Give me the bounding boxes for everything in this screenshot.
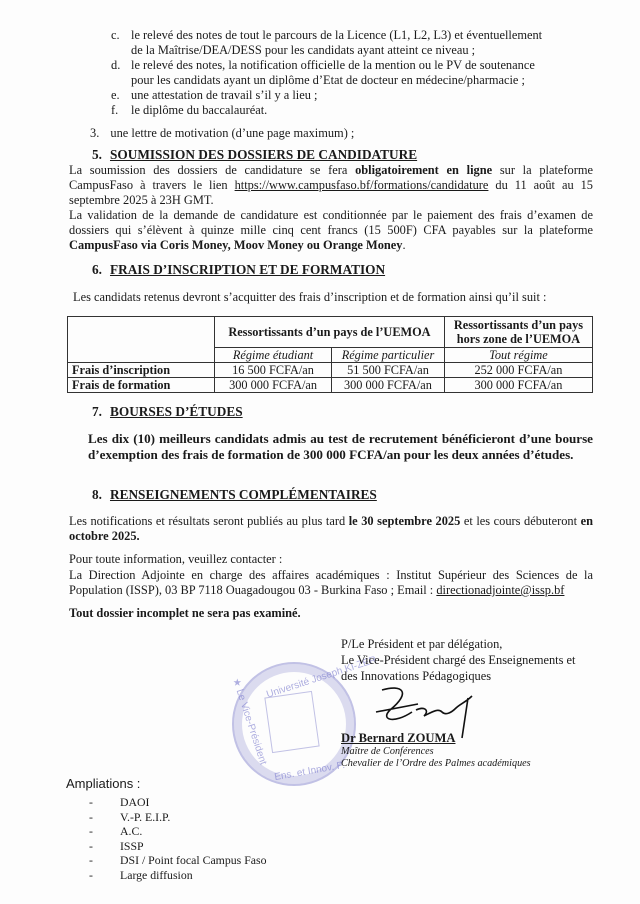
section-5-heading: 5. SOUMISSION DES DOSSIERS DE CANDIDATURE: [92, 147, 418, 162]
section-7-text: Les dix (10) meilleurs candidats admis au test de recrutement bénéficieront d’une bourse d’exemption des frais de formation de 300 000 FCFA/an pour les deux années d’études.: [88, 431, 593, 462]
list-item: - ISSP: [89, 838, 144, 853]
email-link[interactable]: directionadjointe@issp.bf: [436, 583, 565, 597]
list-item: - V.-P. E.I.P.: [89, 809, 171, 824]
university-stamp: Université Joseph KI-ZER ★ Le Vice-Président Ens. et Innov. P.: [232, 662, 356, 786]
list-item-e: e. une attestation de travail s’il y a lieu ;: [111, 88, 318, 102]
list-item-3: 3. une lettre de motivation (d’une page maximum) ;: [90, 126, 355, 140]
section-6-intro: Les candidats retenus devront s’acquitter des frais d’inscription et de formation ainsi qu’il suit :: [73, 290, 547, 304]
ampliations-title: Ampliations :: [66, 776, 141, 791]
row-label: Frais d’inscription: [68, 363, 215, 378]
subheader-regime-etudiant: Régime étudiant: [215, 348, 332, 363]
ampliations-list: [89, 795, 266, 882]
list-item-f: f. le diplôme du baccalauréat.: [111, 103, 268, 117]
list-item: - A.C.: [89, 824, 143, 838]
signatory-name: Dr Bernard ZOUMA: [341, 731, 456, 745]
section-6-heading: 6. FRAIS D’INSCRIPTION ET DE FORMATION: [92, 262, 386, 277]
signature-block: P/Le Président et par délégation, Le Vice-Président chargé des Enseignements et des Innovations Pédagogiques: [341, 637, 576, 683]
list-item-c: c. le relevé des notes de tout le parcours de la Licence (L1, L2, L3) et éventuellement de la Maîtrise/DEA/DESS pour les candidats ayant atteint ce niveau ;: [111, 28, 543, 57]
cell-etudiant: 300 000 FCFA/an: [215, 378, 332, 393]
subheader-regime-particulier: Régime particulier: [332, 348, 445, 363]
list-item: - DAOI: [89, 795, 150, 809]
header-uemoa: Ressortissants d’un pays de l’UEMOA: [215, 317, 445, 348]
list-item: - Large diffusion: [89, 867, 193, 882]
candidature-link[interactable]: https://www.campusfaso.bf/formations/candidature: [234, 178, 489, 192]
section-8-paragraph-1: Les notifications et résultats seront publiés au plus tard le 30 septembre 2025 et les cours débuteront en octobre 2025.: [69, 514, 593, 543]
section-7-heading: 7. BOURSES D’ÉTUDES: [92, 404, 243, 419]
section-5-paragraph-1: La soumission des dossiers de candidature se fera obligatoirement en ligne sur la plateforme CampusFaso à travers le lien https://www.campusfaso.bf/formations/candidature du 11 août au 15 septembre 2025 à 23H GMT.: [69, 163, 594, 207]
subheader-tout-regime: Tout régime: [444, 348, 592, 363]
list-item-d: d. le relevé des notes, la notification officielle de la mention ou le PV de soutenance pour les candidats ayant un diplôme d’Etat de docteur en médecine/pharmacie ;: [111, 58, 535, 87]
table-row: [68, 378, 593, 393]
header-hors-uemoa: Ressortissants d’un pays hors zone de l’UEMOA: [444, 317, 592, 348]
list-item: - DSI / Point focal Campus Faso: [89, 853, 267, 867]
cell-hors: 300 000 FCFA/an: [444, 378, 592, 393]
signatory-titles: Maître de Conférences Chevalier de l’Ordre des Palmes académiques: [341, 746, 531, 769]
table-row: [68, 363, 593, 378]
row-label: Frais de formation: [68, 378, 215, 393]
cell-etudiant: 16 500 FCFA/an: [215, 363, 332, 378]
incomplete-warning: Tout dossier incomplet ne sera pas examiné.: [69, 606, 301, 620]
empty-header-cell: [68, 317, 215, 363]
fees-table: [67, 316, 593, 393]
contact-intro: Pour toute information, veuillez contacter :: [69, 552, 283, 566]
section-8-heading: 8. RENSEIGNEMENTS COMPLÉMENTAIRES: [92, 487, 377, 502]
cell-particulier: 51 500 FCFA/an: [332, 363, 445, 378]
contact-details: La Direction Adjointe en charge des affaires académiques : Institut Supérieur des Sciences de la Population (ISSP), 03 BP 7118 Ouagadougou 03 - Burkina Faso ; Email : directionadjointe@issp.bf: [69, 568, 593, 597]
cell-particulier: 300 000 FCFA/an: [332, 378, 445, 393]
section-5-paragraph-2: La validation de la demande de candidature est conditionnée par le paiement des frais d’examen de dossiers qui s’élèvent à quinze mille cinq cent francs (15 500F) CFA payables sur la plateforme CampusFaso via Coris Money, Moov Money ou Orange Money.: [69, 208, 593, 252]
cell-hors: 252 000 FCFA/an: [444, 363, 592, 378]
